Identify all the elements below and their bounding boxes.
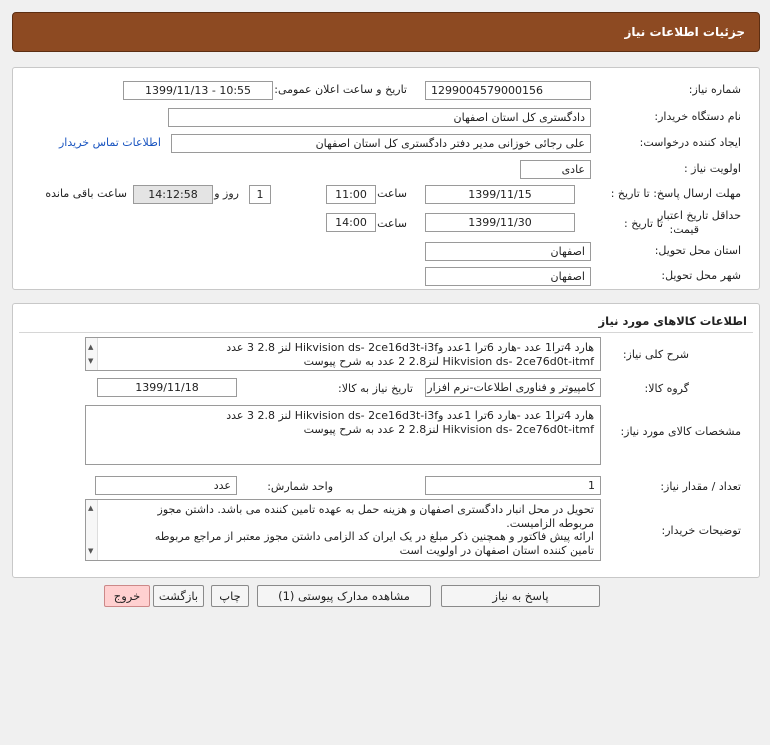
- group-field: کامپیوتر و فناوری اطلاعات-نرم افزار: [425, 378, 601, 397]
- notes-scrollbar[interactable]: [86, 500, 98, 560]
- spec-line-1: هارد 4ترا1 عدد -هارد 6ترا 1عدد وHikvision ds- 2ce16d3t-i3f لنز 2.8 3 عدد: [226, 409, 594, 422]
- print-button[interactable]: چاپ: [211, 585, 249, 607]
- city-label: شهر محل تحویل:: [661, 269, 741, 282]
- section-divider: [19, 332, 753, 333]
- summary-scrollbar[interactable]: [86, 338, 98, 370]
- requester-field: علی رجائی خوزانی مدیر دفتر دادگستری کل استان اصفهان: [171, 134, 591, 153]
- days-label: روز و: [214, 187, 239, 200]
- notes-line-2: مربوطه الزامیست.: [506, 516, 594, 530]
- validity-time-field: 14:00: [326, 213, 376, 232]
- goods-info-panel: [12, 303, 760, 578]
- buyer-contact-link[interactable]: اطلاعات تماس خریدار: [59, 136, 161, 149]
- summary-label: شرح کلی نیاز:: [622, 348, 689, 361]
- unit-label: واحد شمارش:: [267, 480, 333, 493]
- validity-to-label: تا تاریخ :: [624, 217, 663, 230]
- scroll-down-icon[interactable]: ▼: [88, 546, 94, 555]
- notes-line-1: تحویل در محل انبار دادگستری اصفهان و هزینه حمل به عهده تامین کننده می باشد. داشتن مجوز: [157, 503, 594, 516]
- qty-field: 1: [425, 476, 601, 495]
- requester-label: ایجاد کننده درخواست:: [639, 136, 741, 149]
- priority-field: عادی: [520, 160, 591, 179]
- scroll-up-icon[interactable]: ▲: [88, 504, 94, 512]
- province-label: استان محل تحویل:: [654, 244, 741, 257]
- notes-line-4: تامین کننده استان اصفهان در اولویت است: [399, 543, 594, 557]
- validity-label-1: حداقل تاریخ اعتبار: [657, 209, 741, 222]
- need-number-label: شماره نیاز:: [688, 83, 741, 96]
- validity-date-field: 1399/11/30: [425, 213, 575, 232]
- notes-textarea[interactable]: [85, 499, 601, 561]
- deadline-date-field: 1399/11/15: [425, 185, 575, 204]
- page-title: جزئیات اطلاعات نیاز: [624, 25, 745, 39]
- need-number-field: 1299004579000156: [425, 81, 591, 100]
- deadline-time-field: 11:00: [326, 185, 376, 204]
- remaining-label: ساعت باقی مانده: [45, 187, 127, 200]
- priority-label: اولویت نیاز :: [683, 162, 741, 175]
- province-field: اصفهان: [425, 242, 591, 261]
- view-attachments-button[interactable]: مشاهده مدارک پیوستی (1): [257, 585, 431, 607]
- announce-label: تاریخ و ساعت اعلان عمومی:: [274, 83, 407, 96]
- page-header: [12, 12, 760, 52]
- days-field: 1: [249, 185, 271, 204]
- need-date-label: تاریخ نیاز به کالا:: [338, 382, 413, 395]
- spec-line-2: Hikvision ds- 2ce76d0t-itmf لنز2.8 2 عدد به شرح پیوست: [303, 423, 594, 436]
- notes-line-3: ارائه پیش فاکتور و همچنین ذکر مبلغ در یک ایران کد الزامی داشتن مجوز معتبر از مراجع مربوطه: [154, 530, 594, 543]
- summary-line-1: هارد 4ترا1 عدد -هارد 6ترا 1عدد وHikvision ds- 2ce16d3t-i3f لنز 2.8 3 عدد: [226, 341, 594, 354]
- exit-button[interactable]: خروج: [104, 585, 150, 607]
- need-info-panel: [12, 67, 760, 290]
- unit-field: عدد: [95, 476, 237, 495]
- spec-label: مشخصات کالای مورد نیاز:: [620, 425, 741, 438]
- remaining-time-field: 14:12:58: [133, 185, 213, 204]
- validity-label-2: قیمت:: [669, 223, 699, 236]
- scroll-down-icon[interactable]: ▼: [88, 357, 94, 365]
- deadline-label: مهلت ارسال پاسخ: تا تاریخ :: [610, 187, 741, 200]
- back-button[interactable]: بازگشت: [153, 585, 204, 607]
- goods-section-title: اطلاعات کالاهای مورد نیاز: [598, 314, 747, 328]
- summary-line-2: Hikvision ds- 2ce76d0t-itmf لنز2.8 2 عدد به شرح پیوست: [303, 355, 594, 368]
- notes-label: توضیحات خریدار:: [661, 524, 741, 537]
- deadline-time-label: ساعت: [377, 187, 407, 200]
- buyer-org-field: دادگستری کل استان اصفهان: [168, 108, 591, 127]
- buyer-org-label: نام دستگاه خریدار:: [654, 110, 741, 123]
- summary-textarea[interactable]: [85, 337, 601, 371]
- spec-textarea[interactable]: [85, 405, 601, 465]
- reply-button[interactable]: پاسخ به نیاز: [441, 585, 600, 607]
- city-field: اصفهان: [425, 267, 591, 286]
- scroll-up-icon[interactable]: ▲: [88, 343, 94, 351]
- need-date-field: 1399/11/18: [97, 378, 237, 397]
- validity-time-label: ساعت: [377, 217, 407, 230]
- qty-label: تعداد / مقدار نیاز:: [660, 480, 741, 493]
- group-label: گروه کالا:: [644, 382, 689, 395]
- announce-field: 1399/11/13 - 10:55: [123, 81, 273, 100]
